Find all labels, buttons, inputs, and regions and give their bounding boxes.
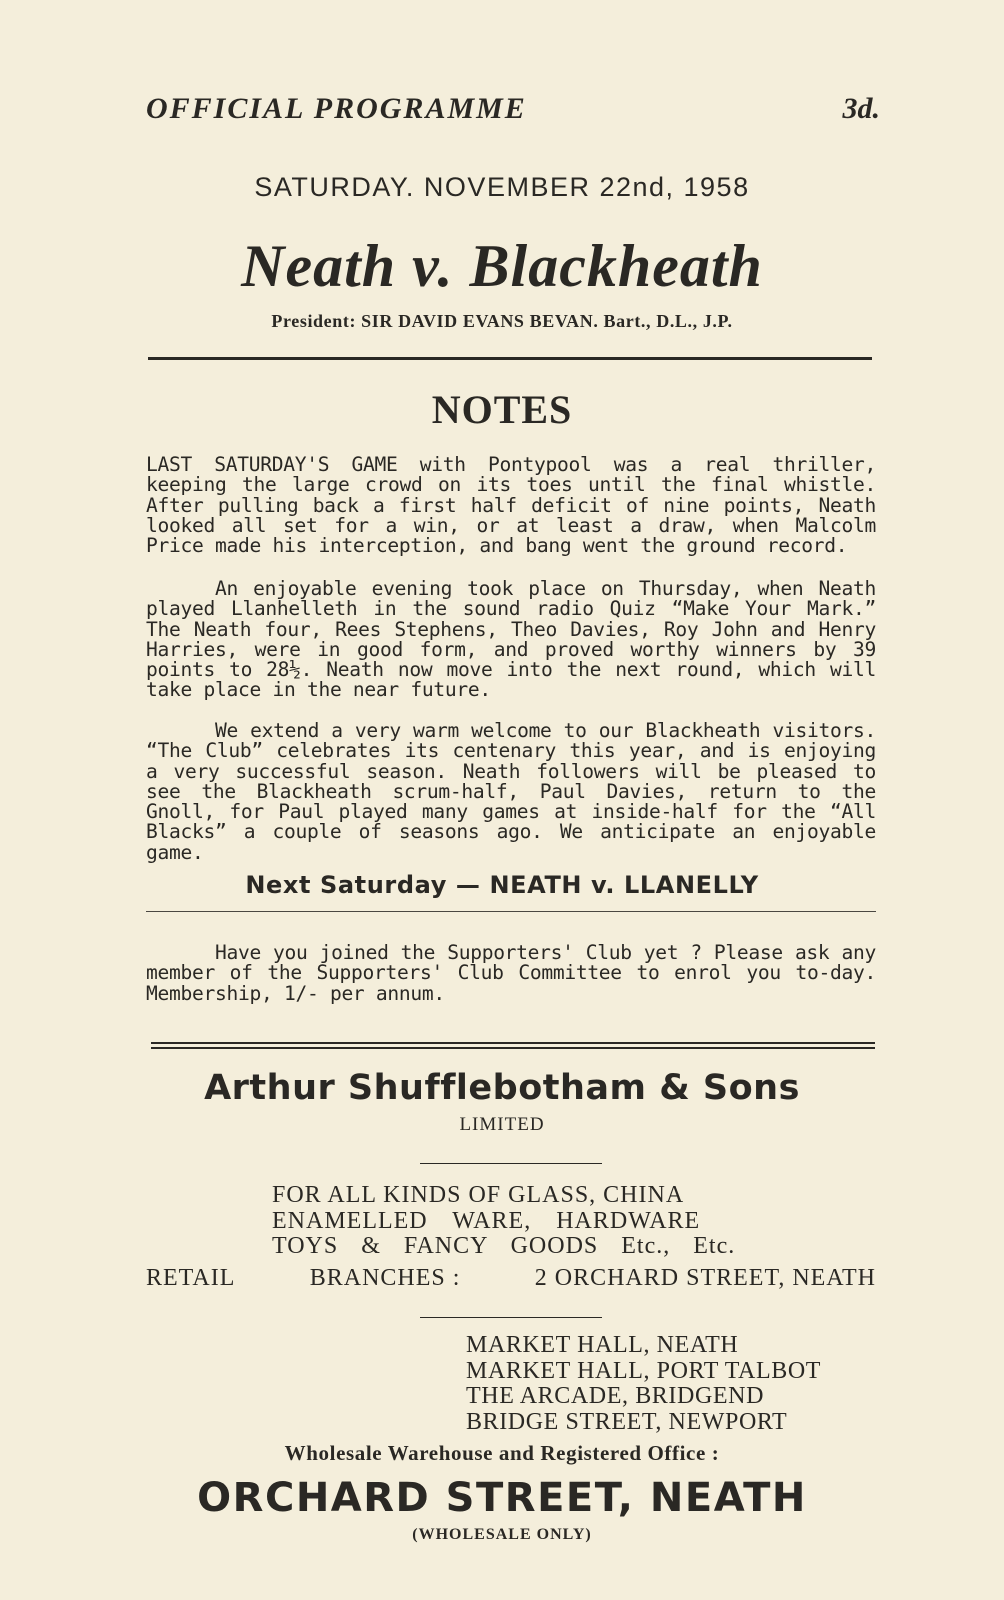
short-divider — [420, 1163, 602, 1164]
branch-item: THE ARCADE, BRIDGEND — [466, 1383, 764, 1409]
warehouse-address: ORCHARD STREET, NEATH — [197, 1475, 807, 1521]
divider — [148, 357, 872, 360]
branches-label: BRANCHES : — [309, 1265, 461, 1291]
first-branch: 2 ORCHARD STREET, NEATH — [534, 1265, 876, 1291]
double-divider-top — [151, 1042, 875, 1044]
supporters-club-note: Have you joined the Supporters' Club yet ? Please ask any member of the Supporters' Club Committee to enrol you to-day. Membership, 1/- per annum. — [146, 941, 876, 1005]
notes-title: NOTES — [431, 387, 573, 432]
notes-paragraph: We extend a very warm welcome to our Blackheath visitors. “The Club” celebrates its centenary this year, and is enjoying a very successful season. Neath followers will be pleased to see the Blackheath scrum-half, Paul Davies, return to the Gnoll, for Paul played many games at inside-half for the “All Blacks” a couple of seasons ago. We anticipate an enjoyable game. — [146, 719, 876, 864]
next-fixture: Next Saturday — NEATH v. LLANELLY — [245, 871, 759, 899]
branch-item: MARKET HALL, NEATH — [466, 1332, 739, 1358]
notes-paragraph: An enjoyable evening took place on Thursday, when Neath played Llanhelleth in the sound radio Quiz “Make Your Mark.” The Neath four, Rees Stephens, Theo Davies, Roy John and Henry Harries, were in good form, and proved worthy winners by 39 points to 28½. Neath now move into the next round, which will take place in the near future. — [146, 577, 876, 702]
branch-item: MARKET HALL, PORT TALBOT — [466, 1357, 822, 1384]
branch-item: BRIDGE STREET, NEWPORT — [466, 1408, 788, 1435]
divider — [146, 911, 876, 912]
wholesale-only-note: (WHOLESALE ONLY) — [412, 1526, 592, 1543]
advert-company-name: Arthur Shufflebotham & Sons — [204, 1068, 800, 1108]
double-divider-bottom — [151, 1047, 875, 1049]
goods-line: FOR ALL KINDS OF GLASS, CHINA — [272, 1182, 685, 1208]
warehouse-line: Wholesale Warehouse and Registered Office : — [284, 1441, 720, 1465]
notes-paragraph: LAST SATURDAY'S GAME with Pontypool was a real thriller, keeping the large crowd on its toes until the final whistle. After pulling back a first half deficit of nine points, Neath looked all set for a win, or at least a draw, when Malcolm Price made his interception, and bang went the ground record. — [146, 453, 876, 558]
match-date: SATURDAY. NOVEMBER 22nd, 1958 — [254, 172, 750, 202]
branch-list — [466, 1333, 821, 1435]
goods-line: ENAMELLED WARE, HARDWARE — [272, 1207, 701, 1234]
short-divider — [420, 1317, 602, 1318]
price-label: 3d. — [842, 92, 880, 125]
advert-limited: LIMITED — [459, 1114, 545, 1135]
match-title: Neath v. Blackheath — [241, 233, 763, 299]
goods-line: TOYS & FANCY GOODS Etc., Etc. — [272, 1233, 736, 1259]
programme-heading: OFFICIAL PROGRAMME — [146, 92, 527, 125]
retail-label: RETAIL — [146, 1265, 236, 1291]
advert-goods-list — [272, 1183, 735, 1260]
retail-branches-line — [146, 1265, 876, 1292]
president-line: President: SIR DAVID EVANS BEVAN. Bart., D.L., J.P. — [271, 311, 733, 331]
